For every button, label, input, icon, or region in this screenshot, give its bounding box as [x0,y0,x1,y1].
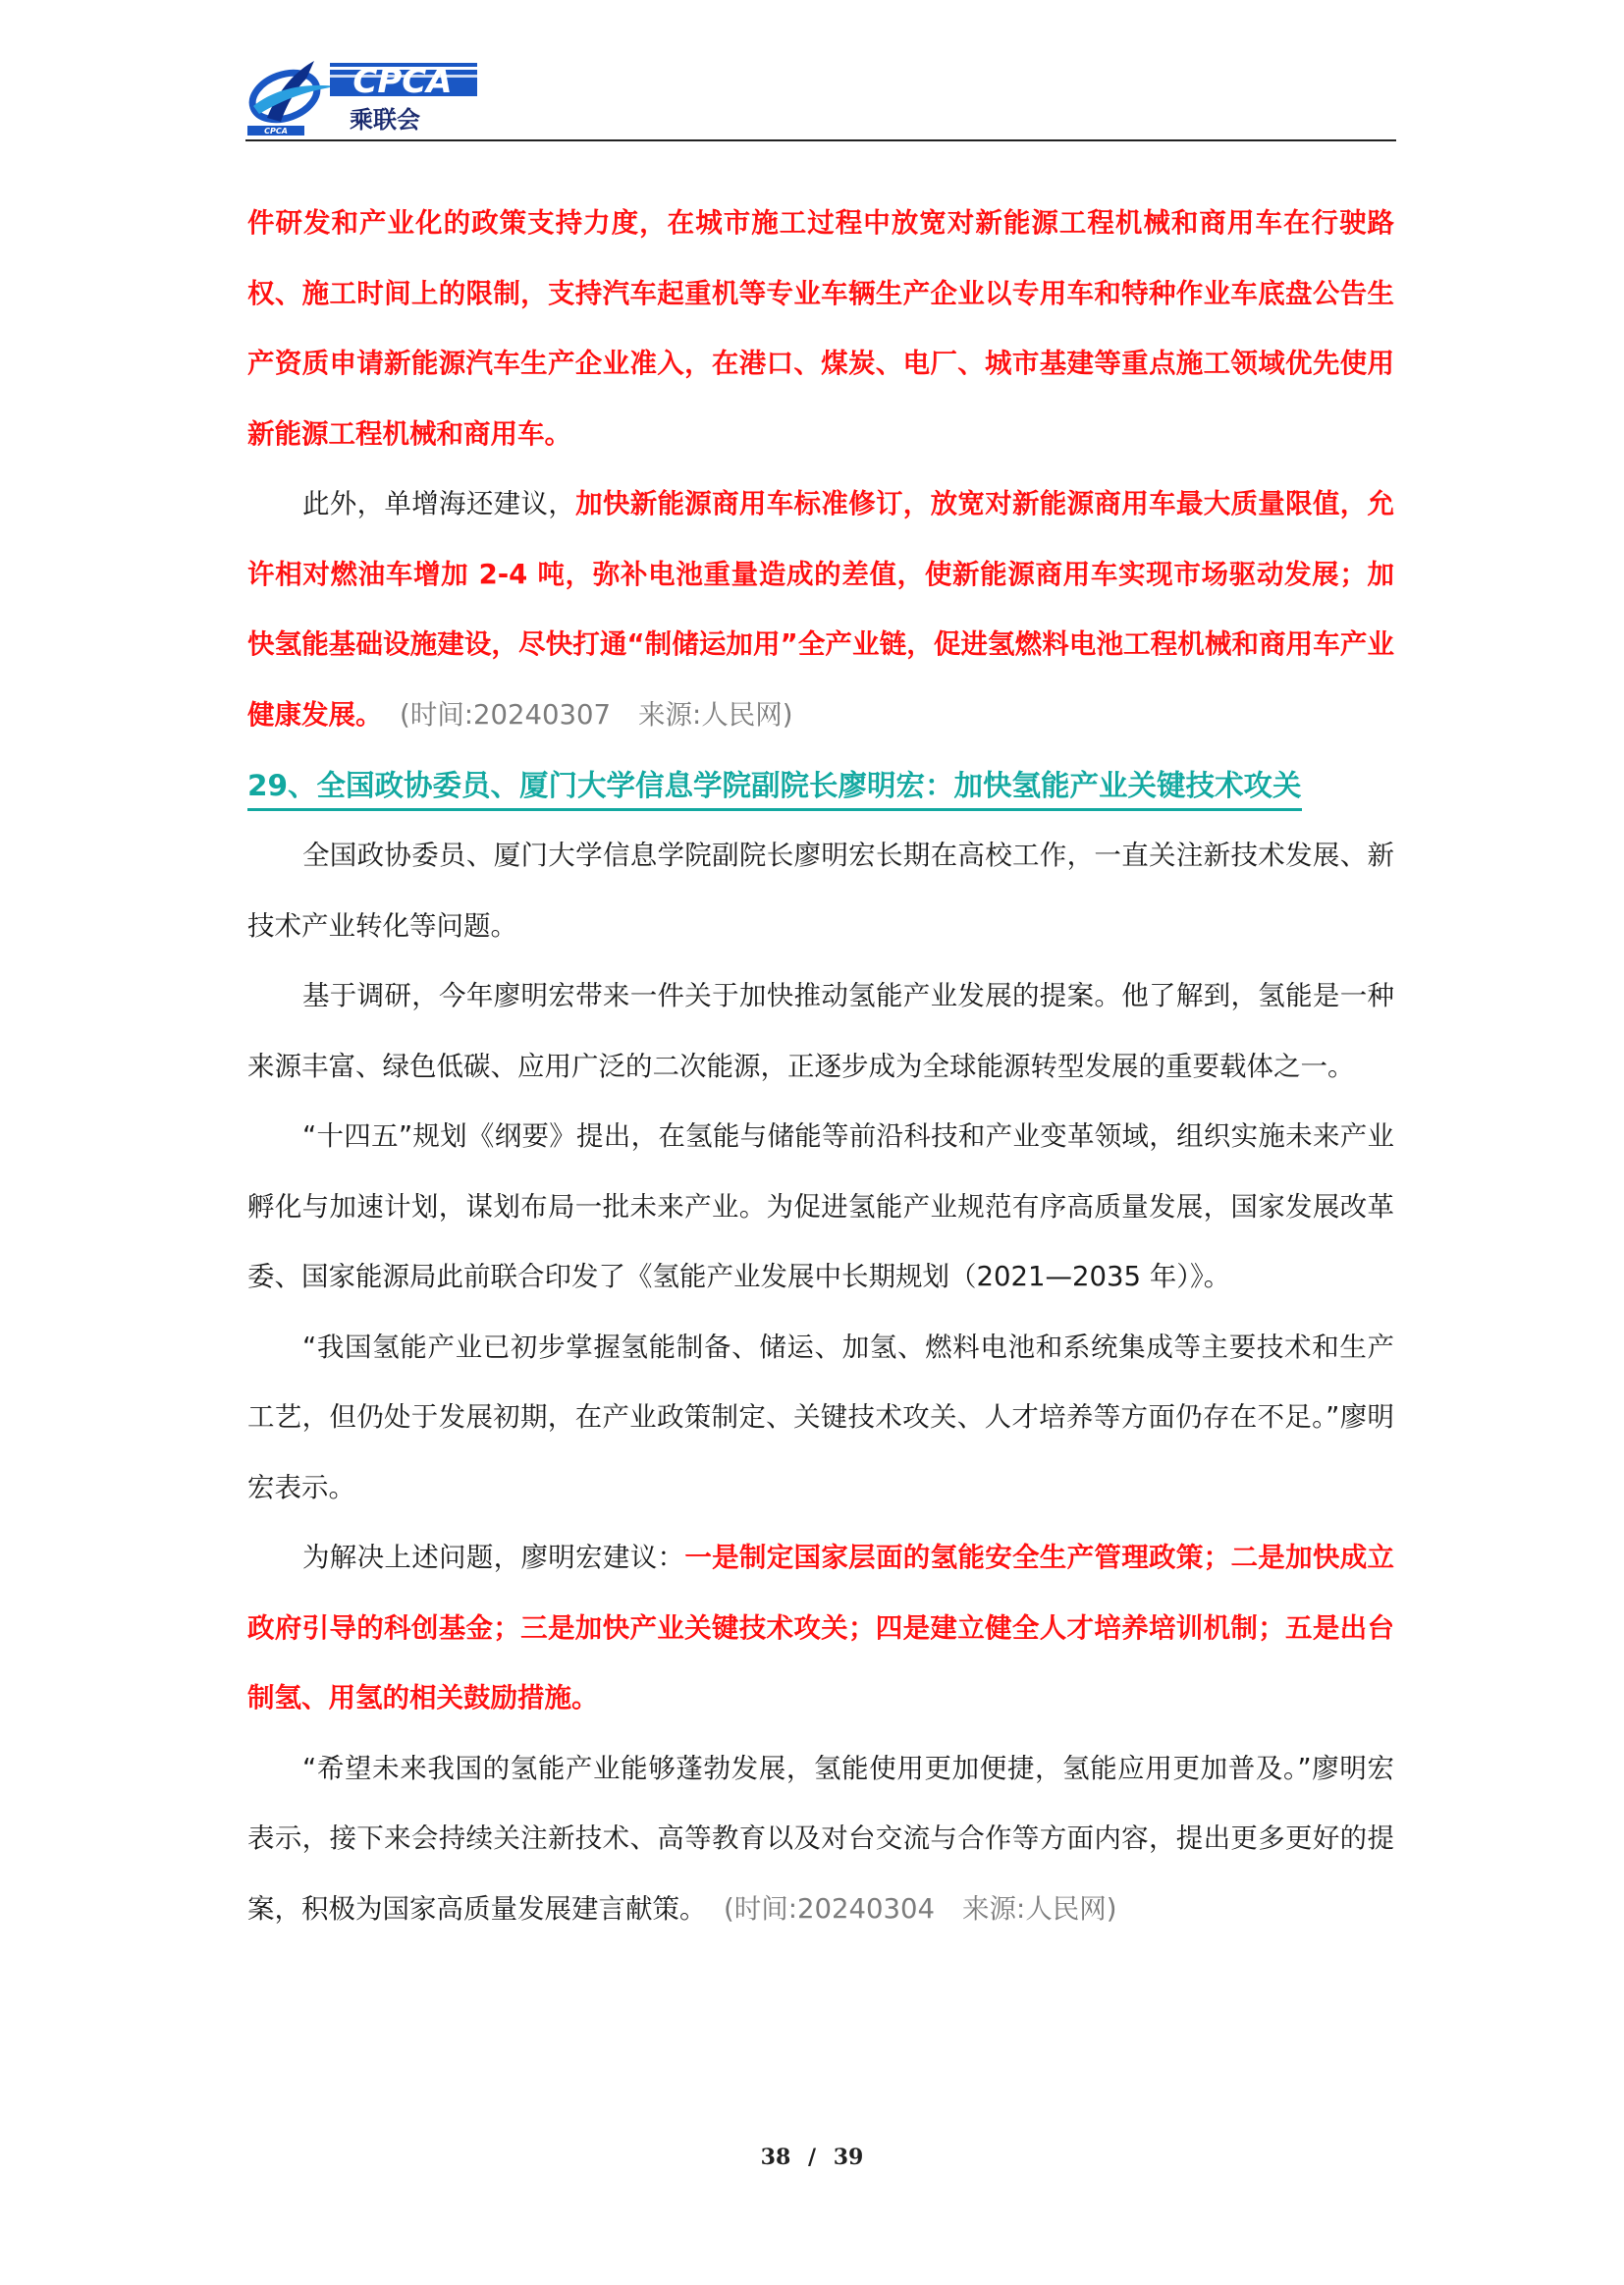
paragraph-research: 基于调研，今年廖明宏带来一件关于加快推动氢能产业发展的提案。他了解到，氢能是一种来源丰富、绿色低碳、应用广泛的二次能源，正逐步成为全球能源转型发展的重要载体之一。 [247,980,1394,1082]
source-origin: 来源:人民网) [637,698,793,731]
emphasis-text: 加快新能源商用车标准修订，放宽对新能源商用车最大质量限值，允许相对燃油车增加 2-4 吨，弥补电池重量造成的差值，使新能源商用车实现市场驱动发展；加快氢能基础设施建设，尽快打通“制储运加用”全产业链，促进氢燃料电池工程机械和商用车产业健康发展。 [247,488,1394,731]
emphasis-text: 件研发和产业化的政策支持力度，在城市施工过程中放宽对新能源工程机械和商用车在行驶路权、施工时间上的限制，支持汽车起重机等专业车辆生产企业以专用车和特种作业车底盘公告生产资质申请新能源汽车生产企业准入，在港口、煤炭、电厂、城市基建等重点施工领域优先使用新能源工程机械和商用车。 [247,207,1394,450]
page-separator: / [807,2145,817,2170]
cpca-logo [245,49,481,137]
paragraph-policy-support [247,189,1394,469]
emphasis-text: 一是制定国家层面的氢能安全生产管理政策；二是加快成立政府引导的科创基金；三是加快产业关键技术攻关；四是建立健全人才培养培训机制；五是出台制氢、用氢的相关鼓励措施。 [247,1542,1395,1714]
body-text: “希望未来我国的氢能产业能够蓬勃发展，氢能使用更加便捷，氢能应用更加普及。”廖明宏表示，接下来会持续关注新技术、高等教育以及对台交流与合作等方面内容，提出更多更好的提案，积极为国家高质量发展建言献策。 [247,1752,1394,1925]
lead-text: 为解决上述问题，廖明宏建议： [302,1542,685,1573]
source-time: (时间:20240304 [723,1892,935,1925]
page-number [0,2145,1624,2170]
svg-text:乘联会: 乘联会 [350,106,420,134]
paragraph-shan-zenghai-suggestion [247,469,1394,750]
page-current: 38 [760,2145,791,2170]
source-time: (时间:20240307 [399,698,611,731]
paragraph-14th-plan: “十四五”规划《纲要》提出，在氢能与储能等前沿科技和产业变革领域，组织实施未来产业孵化与加速计划，谋划布局一批未来产业。为促进氢能产业规范有序高质量发展，国家发展改革委、国家能源局此前联合印发了《氢能产业发展中长期规划（2021—2035 年）》。 [247,1120,1394,1292]
section-heading: 29、全国政协委员、厦门大学信息学院副院长廖明宏：加快氢能产业关键技术攻关 [247,750,1302,821]
svg-text:CPCA: CPCA [352,62,453,101]
cpca-swoosh-icon [246,61,336,136]
paragraph-industry-status: “我国氢能产业已初步掌握氢能制备、储运、加氢、燃料电池和系统集成等主要技术和生产工艺，但仍处于发展初期，在产业政策制定、关键技术攻关、人才培养等方面仍存在不足。”廖明宏表示。 [247,1331,1394,1503]
page-header [245,49,1396,139]
article-body [247,189,1394,1944]
source-note [383,699,793,731]
paragraph-intro: 全国政协委员、厦门大学信息学院副院长廖明宏长期在高校工作，一直关注新技术发展、新技术产业转化等问题。 [247,840,1394,942]
paragraph-liao-suggestions [247,1523,1394,1734]
page-total: 39 [833,2145,864,2170]
source-note [707,1893,1117,1925]
svg-text:CPCA: CPCA [264,127,288,136]
lead-text: 此外，单增海还建议， [302,488,576,519]
source-origin: 来源:人民网) [961,1892,1117,1925]
cpca-wordmark [330,62,477,134]
paragraph-outlook [247,1734,1394,1945]
header-rule [245,139,1396,141]
